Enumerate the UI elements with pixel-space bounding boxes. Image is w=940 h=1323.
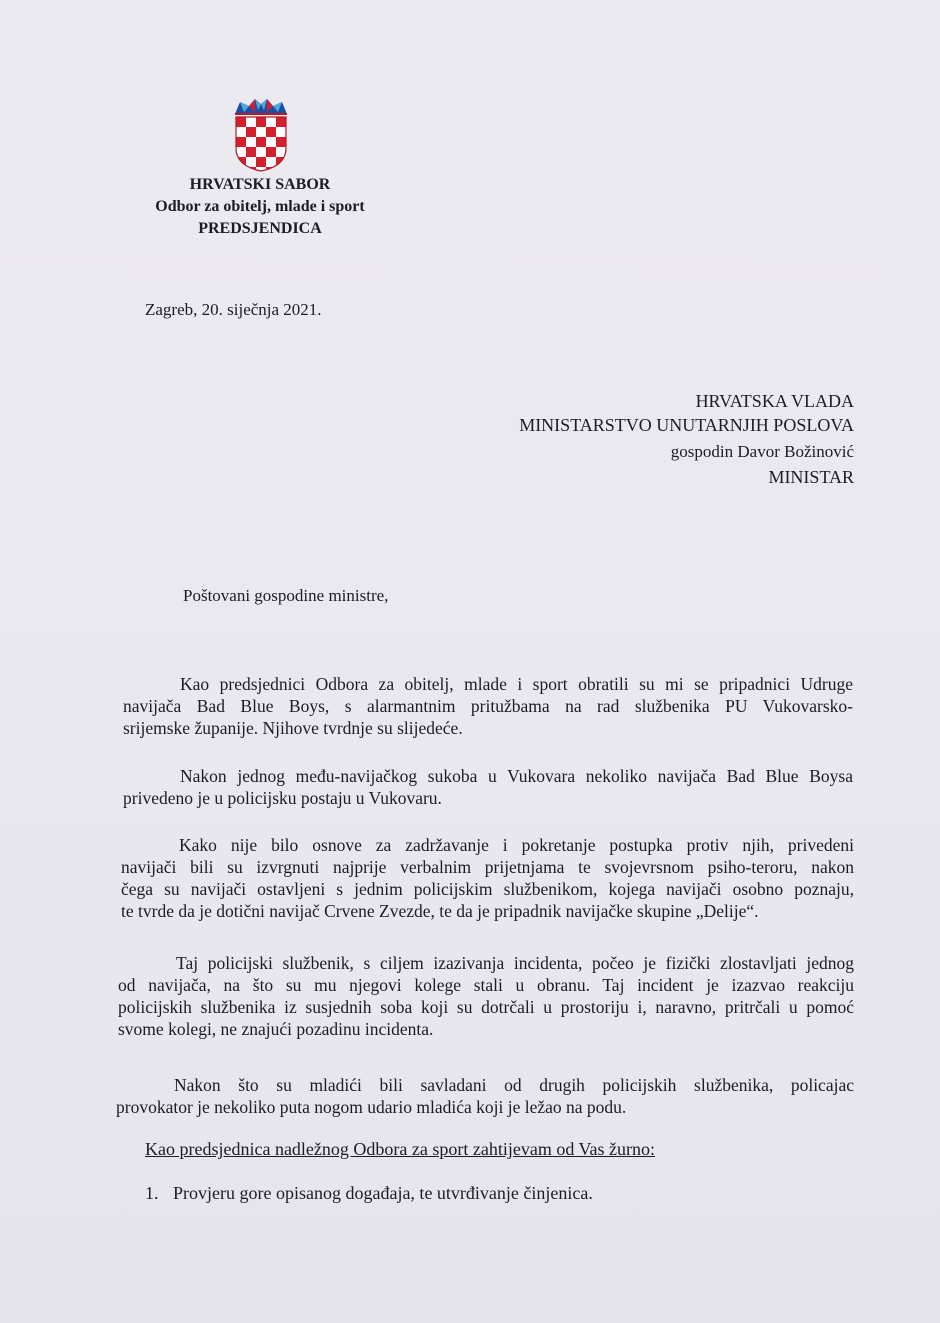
list-item-text: Provjeru gore opisanog događaja, te utvrđivanje činjenica. <box>173 1183 593 1203</box>
list-item-number: 1. <box>145 1183 159 1203</box>
body-paragraph-1 <box>123 673 853 739</box>
paragraph-line: Nakon jednog među-navijačkog sukoba u Vukovara nekoliko navijača Bad Blue Boysa <box>180 766 853 786</box>
paragraph-line: navijača Bad Blue Boys, s alarmantnim pritužbama na rad službenika PU Vukovarsko- <box>123 696 853 716</box>
list-item <box>145 1183 593 1204</box>
croatian-coat-of-arms-icon <box>232 98 290 172</box>
paragraph-line: provokator je nekoliko puta nogom udario mladića koji je ležao na podu. <box>116 1097 627 1117</box>
paragraph-line: od navijača, na što su mu njegovi kolege stali u obranu. Taj incident je izazvao reakciju <box>118 975 854 995</box>
paragraph-line: privedeno je u policijsku postaju u Vukovaru. <box>123 788 442 808</box>
paragraph-line: čega su navijači ostavljeni s jednim policijskim službenikom, kojega navijači osobno poznaju, <box>121 879 854 899</box>
paragraph-line: svome kolegi, ne znajući pozadinu incidenta. <box>118 1019 434 1039</box>
body-paragraph-2 <box>123 765 853 809</box>
paragraph-line: te tvrde da je dotični navijač Crvene Zvezde, te da je pripadnik navijačke skupine „Delije“. <box>121 901 759 921</box>
header-committee: Odbor za obitelj, mlade i sport <box>155 198 365 215</box>
paragraph-line: Kao predsjednici Odbora za obitelj, mlade i sport obratili su mi se pripadnici Udruge <box>180 674 853 694</box>
recipient-title: MINISTAR <box>768 467 854 487</box>
demand-heading: Kao predsjednica nadležnog Odbora za sport zahtijevam od Vas žurno: <box>145 1139 655 1159</box>
recipient-government: HRVATSKA VLADA <box>695 391 854 411</box>
paragraph-line: policijskih službenika iz susjednih soba koji su dotrčali u prostoriju i, naravno, pritrčali u pomoć <box>118 997 854 1017</box>
paragraph-line: Kako nije bilo osnove za zadržavanje i pokretanje postupka protiv njih, privedeni <box>179 835 854 855</box>
salutation: Poštovani gospodine ministre, <box>183 586 389 605</box>
body-paragraph-3 <box>121 834 854 922</box>
paragraph-line: navijači bili su izvrgnuti najprije verbalnim prijetnjama te svojevrsnom psiho-teroru, nakon <box>121 857 854 877</box>
header-institution: HRVATSKI SABOR <box>189 176 331 193</box>
body-paragraph-5 <box>116 1074 854 1118</box>
paragraph-line: Taj policijski službenik, s ciljem izazivanja incidenta, počeo je fizički zlostavljati jednog <box>176 953 854 973</box>
paragraph-line: Nakon što su mladići bili savladani od drugih policijskih službenika, policajac <box>174 1075 854 1095</box>
body-paragraph-4 <box>118 952 854 1040</box>
paragraph-line: srijemske županije. Njihove tvrdnje su slijedeće. <box>123 718 463 738</box>
header-role: PREDSJENDICA <box>198 220 322 237</box>
letter-date: Zagreb, 20. siječnja 2021. <box>145 300 322 319</box>
recipient-ministry: MINISTARSTVO UNUTARNJIH POSLOVA <box>519 415 854 435</box>
recipient-name: gospodin Davor Božinović <box>670 442 854 461</box>
